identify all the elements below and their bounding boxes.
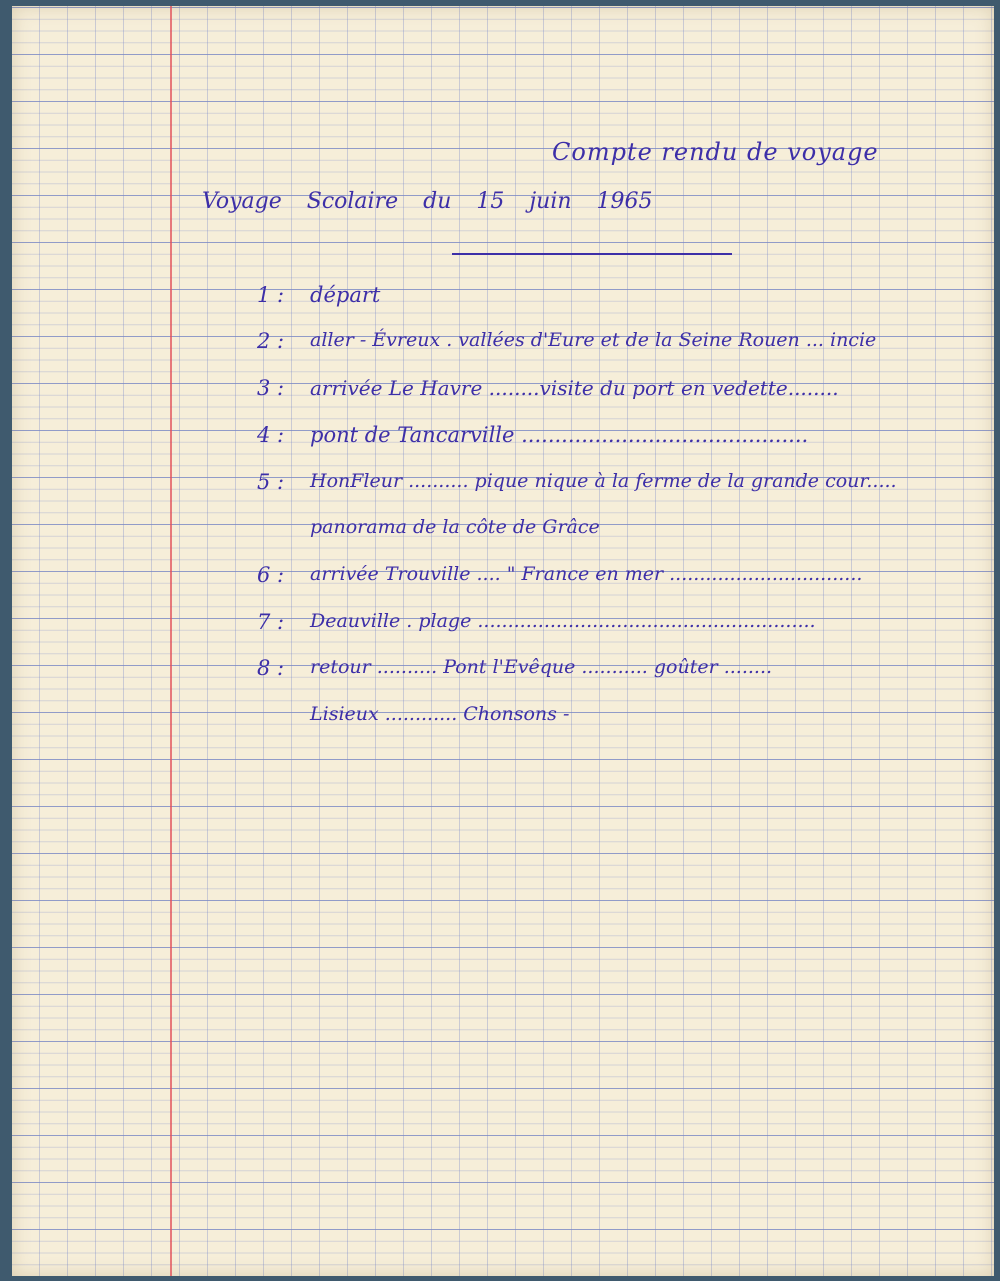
- item-text: panorama de la côte de Grâce: [310, 516, 600, 538]
- document-subtitle: Voyage Scolaire du 15 juin 1965: [202, 189, 653, 214]
- document-title: Compte rendu de voyage: [552, 138, 879, 166]
- item-text: pont de Tancarville ...........................................: [310, 423, 809, 447]
- item-number: 5 :: [257, 470, 285, 494]
- margin-line: [170, 6, 172, 1276]
- item-number: 1 :: [257, 283, 285, 307]
- item-text: aller - Évreux . vallées d'Eure et de la Seine Rouen ... incie: [310, 329, 877, 351]
- item-number: 7 :: [257, 610, 285, 634]
- item-text: Lisieux ............ Chonsons -: [310, 703, 570, 725]
- item-number: 3 :: [257, 376, 285, 400]
- item-number: 4 :: [257, 423, 285, 447]
- item-number: 6 :: [257, 563, 285, 587]
- item-text: Deauville . plage ........................................................: [310, 610, 816, 632]
- notebook-page: [12, 6, 994, 1276]
- item-text: retour .......... Pont l'Evêque ........... goûter ........: [310, 656, 773, 678]
- item-number: 2 :: [257, 329, 285, 353]
- item-number: 8 :: [257, 656, 285, 680]
- item-text: départ: [310, 283, 381, 307]
- title-underline: [452, 253, 732, 255]
- item-text: arrivée Le Havre ........visite du port en vedette........: [310, 376, 839, 400]
- item-text: HonFleur .......... pique nique à la ferme de la grande cour.....: [310, 470, 897, 492]
- item-text: arrivée Trouville .... " France en mer ................................: [310, 563, 863, 585]
